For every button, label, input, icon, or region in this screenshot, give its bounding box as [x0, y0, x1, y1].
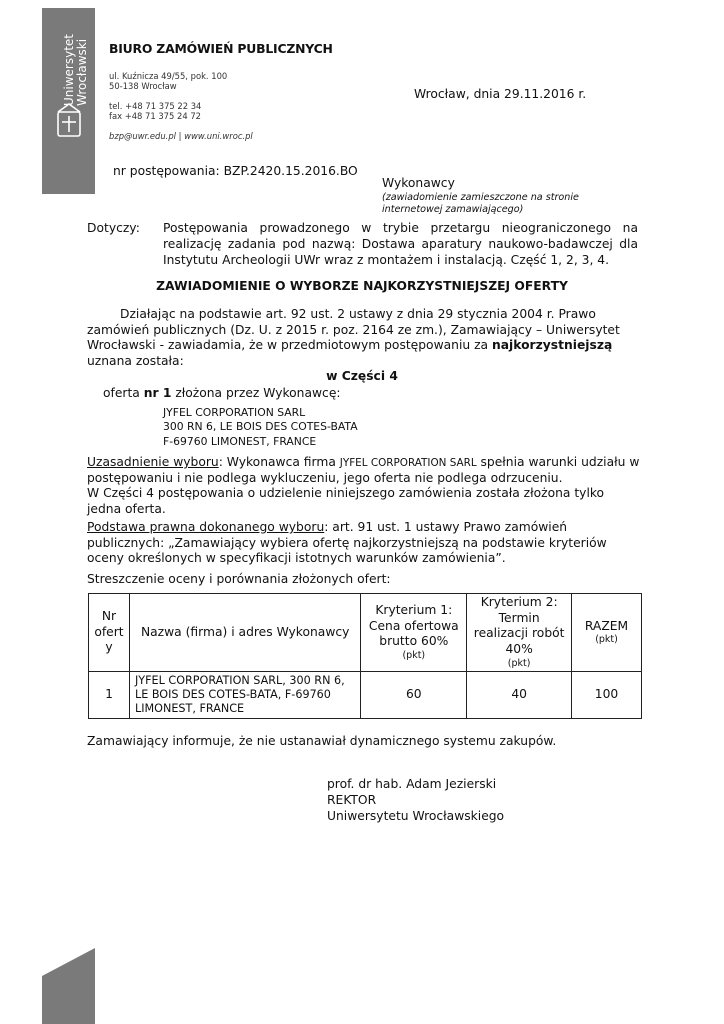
- office-address: [109, 71, 227, 92]
- winner-line: F-69760 LIMONEST, FRANCE: [163, 434, 317, 448]
- signature-line: prof. dr hab. Adam Jezierski: [327, 777, 497, 791]
- winner-line: 300 RN 6, LE BOIS DES COTES-BATA: [163, 420, 358, 434]
- footer-corner-triangle: [42, 948, 95, 1024]
- concerns-text: Postępowania prowadzonego w trybie przetargu nieograniczonego na realizację zadania pod nazwą: Dostawa aparatury naukowo-badawczej dla Instytutu Archeologii UWr wraz z montażem i instalacją. Część 1, 2, 3, 4.: [163, 221, 638, 267]
- intro-text-after: uznana została:: [87, 354, 184, 369]
- header-unit: (pkt): [507, 657, 531, 669]
- offer-line: [103, 386, 341, 402]
- intro-text: Działając na podstawie art. 92 ust. 2 ustawy z dnia 29 stycznia 2004 r. Prawo zamówień publicznych (Dz. U. z 2015 r. poz. 2164 ze zm.), Zamawiający – Uniwersytet Wrocławski - zawiadamia, że w przedmiotowym postępowaniu za: [87, 307, 620, 353]
- header-unit: (pkt): [595, 634, 618, 646]
- header-text: 40%: [505, 642, 533, 657]
- recipient-block: [382, 176, 579, 216]
- header-text: brutto 60%: [379, 634, 449, 649]
- intro-bold: najkorzystniejszą: [491, 338, 613, 353]
- winner-line: JYFEL CORPORATION SARL: [163, 406, 306, 419]
- case-number: nr postępowania: BZP.2420.15.2016.BO: [113, 164, 358, 178]
- justification-company: JYFEL CORPORATION SARL: [339, 457, 477, 469]
- signature-line: REKTOR: [327, 793, 377, 808]
- table-row: [89, 672, 642, 719]
- justification-label: Uzasadnienie wyboru: [87, 455, 219, 469]
- header-text: ofert: [94, 624, 124, 639]
- header-name: Nazwa (firma) i adres Wykonawcy: [129, 594, 360, 672]
- recipient-note: (zawiadomienie zamieszczone na stronie: [382, 191, 579, 203]
- cell-criterion-2: 40: [467, 672, 572, 719]
- signature-block: [327, 776, 504, 825]
- office-name: BIURO ZAMÓWIEŃ PUBLICZNYCH: [109, 41, 333, 56]
- office-web: bzp@uwr.edu.pl | www.uni.wroc.pl: [109, 131, 253, 141]
- header-text: y: [105, 640, 113, 655]
- header-text: Nr: [101, 608, 117, 623]
- part-heading: w Części 4: [326, 369, 398, 383]
- header-unit: (pkt): [402, 650, 426, 662]
- cell-sum: 100: [572, 672, 642, 719]
- intro-paragraph: [87, 307, 635, 370]
- university-crest-logo: [48, 30, 90, 160]
- offer-after: złożona przez Wykonawcę:: [171, 386, 341, 400]
- address-line: 50-138 Wrocław: [109, 81, 177, 92]
- cell-criterion-1: 60: [361, 672, 467, 719]
- header-text: Kryterium 2:: [480, 595, 558, 609]
- header-nr: [89, 594, 130, 672]
- header-criterion-2: [467, 594, 572, 672]
- notice-title: ZAWIADOMIENIE O WYBORZE NAJKORZYSTNIEJSZEJ OFERTY: [156, 279, 568, 293]
- offer-before: oferta: [103, 386, 144, 400]
- header-text: Cena ofertowa: [368, 618, 459, 633]
- justification-text: W Części 4 postępowania o udzielenie niniejszego zamówienia została złożona tylko jedna oferta.: [87, 486, 605, 517]
- address-line: ul. Kuźnicza 49/55, pok. 100: [109, 71, 228, 81]
- legal-basis-text: : art. 91 ust. 1 ustawy Prawo zamówień publicznych: „Zamawiający wybiera ofertę najkorzystniejszą na podstawie kryteriów oceny określonych w specyfikacji istotnych warunków zamówienia”.: [87, 520, 607, 566]
- logo-text-line1: Uniwersytet: [62, 34, 76, 106]
- justification-paragraph: [87, 455, 642, 518]
- header-criterion-1: [361, 594, 467, 672]
- offers-table: [88, 593, 642, 719]
- fax-line: fax +48 71 375 24 72: [109, 111, 201, 122]
- header-sum: [572, 594, 642, 672]
- header-text: realizacji robót: [473, 626, 565, 641]
- header-text: RAZEM: [584, 618, 629, 633]
- offer-number: nr 1: [143, 386, 172, 400]
- date-line: Wrocław, dnia 29.11.2016 r.: [414, 87, 587, 101]
- legal-basis-label: Podstawa prawna dokonanego wyboru: [87, 520, 325, 534]
- justification-text: : Wykonawca firma: [218, 455, 340, 469]
- concerns-label: Dotyczy:: [87, 221, 140, 235]
- recipient-note: internetowej zamawiającego): [382, 203, 524, 215]
- signature-line: Uniwersytetu Wrocławskiego: [327, 809, 505, 824]
- header-text: Termin: [498, 610, 540, 625]
- legal-basis-paragraph: [87, 520, 642, 567]
- winner-address: [163, 406, 358, 449]
- recipient-title: Wykonawcy: [382, 176, 455, 190]
- summary-label: Streszczenie oceny i porównania złożonych ofert:: [87, 572, 391, 586]
- justification-text: spełnia warunki udziału w postępowaniu i nie podlega wykluczeniu, jego oferta nie podlega odrzuceniu.: [87, 455, 640, 485]
- cell-nr: 1: [89, 672, 130, 719]
- logo-text-line2: Wrocławski: [75, 38, 89, 106]
- dynamic-system-info: Zamawiający informuje, że nie ustanawiał dynamicznego systemu zakupów.: [87, 734, 557, 748]
- header-text: Kryterium 1:: [375, 602, 453, 617]
- phone-line: tel. +48 71 375 22 34: [109, 101, 202, 111]
- cell-name: JYFEL CORPORATION SARL, 300 RN 6, LE BOIS DES COTES-BATA, F-69760 LIMONEST, FRANCE: [129, 672, 360, 719]
- table-header-row: [89, 594, 642, 672]
- office-phones: [109, 101, 201, 122]
